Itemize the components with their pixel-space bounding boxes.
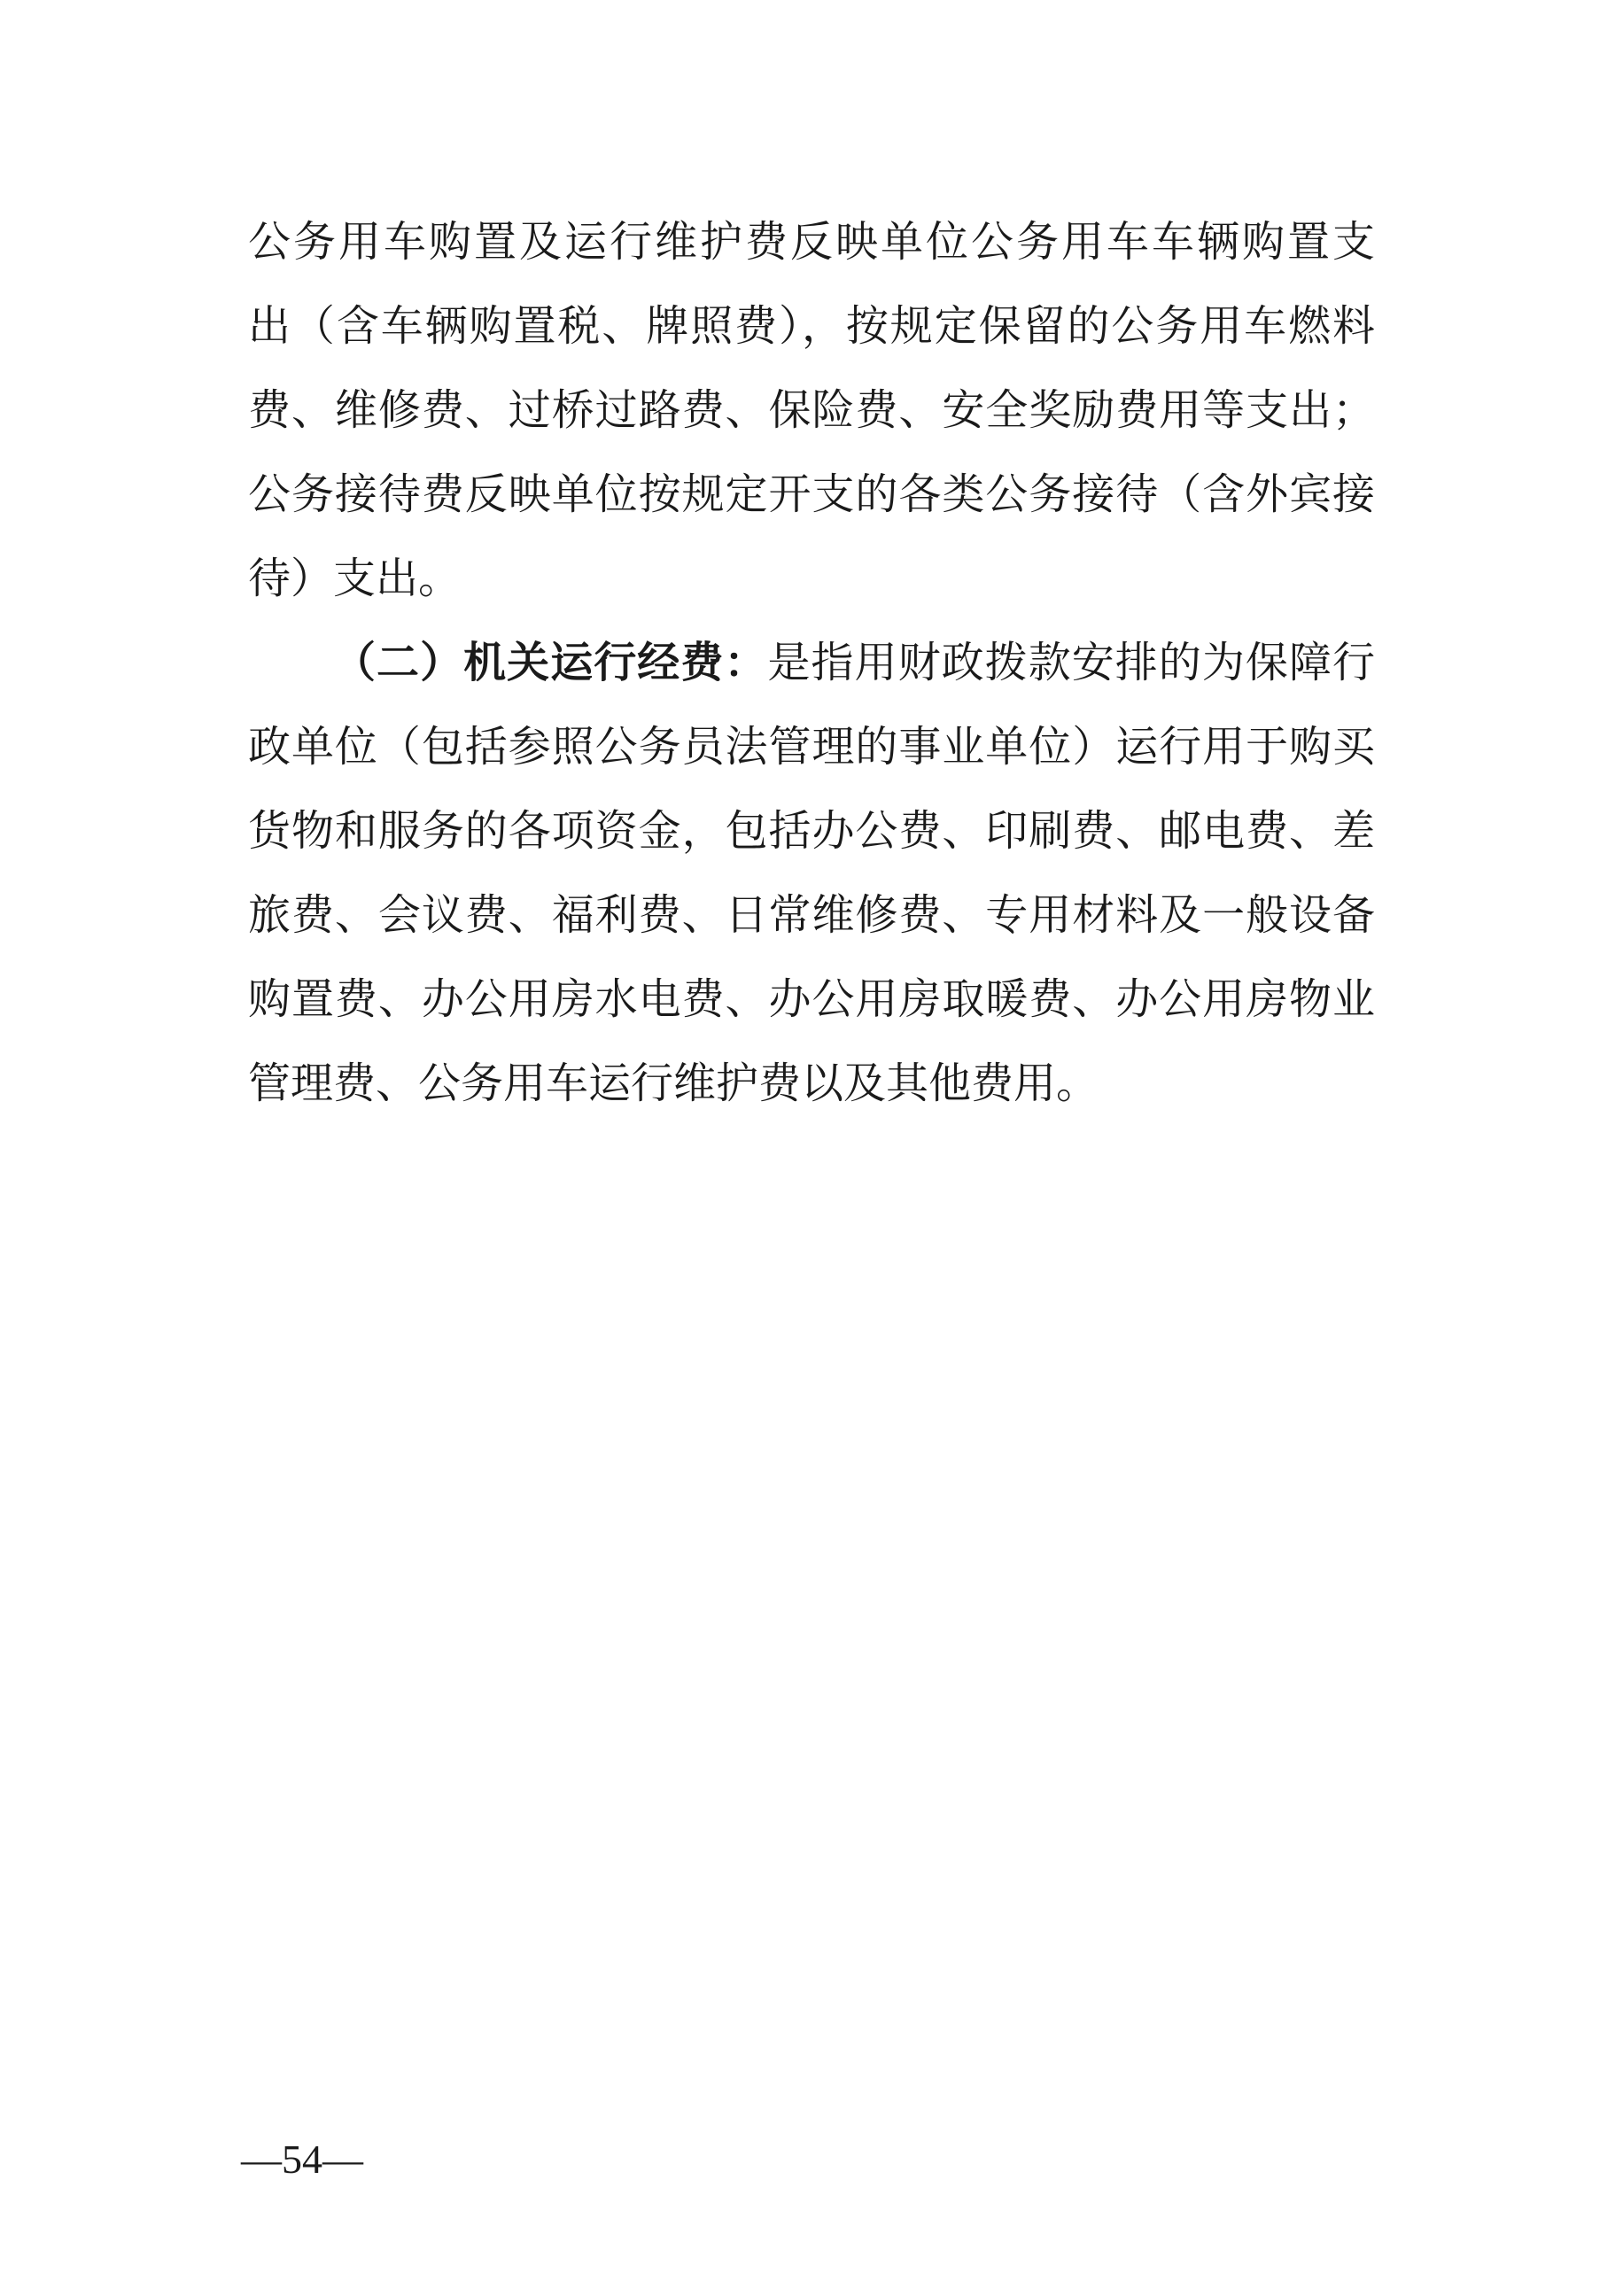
text-segment: 费、维修费、过桥过路费、保险费、安全奖励费用等支出； — [248, 387, 1375, 434]
text-line — [248, 1042, 1375, 1126]
text-line — [248, 200, 1375, 284]
document-body — [248, 200, 1375, 1126]
text-line — [248, 537, 1375, 621]
text-line — [248, 368, 1375, 453]
text-segment: 是指用财政拨款安排的为保障行 — [767, 640, 1375, 686]
text-segment: 出（含车辆购置税、牌照费），按规定保留的公务用车燃料 — [248, 303, 1375, 350]
text-line — [248, 705, 1375, 789]
text-line — [248, 873, 1375, 958]
text-line — [248, 621, 1375, 705]
text-segment-bold: （二）机关运行经费： — [333, 640, 768, 686]
text-segment: 货物和服务的各项资金，包括办公费、印刷费、邮电费、差 — [248, 808, 1375, 855]
page-number: —54— — [241, 2137, 363, 2182]
text-line — [248, 958, 1375, 1042]
text-segment: 待）支出。 — [248, 555, 462, 602]
text-segment: 旅费、会议费、福利费、日常维修费、专用材料及一般设备 — [248, 892, 1375, 939]
text-segment: 购置费、办公用房水电费、办公用房取暖费、办公用房物业 — [248, 976, 1375, 1023]
text-segment: 公务用车购置及运行维护费反映单位公务用车车辆购置支 — [248, 219, 1375, 266]
text-line — [248, 284, 1375, 368]
text-line — [248, 789, 1375, 873]
text-line — [248, 453, 1375, 537]
text-segment: 管理费、公务用车运行维护费以及其他费用。 — [248, 1060, 1099, 1107]
text-segment: 政单位（包括参照公务员法管理的事业单位）运行用于购买 — [248, 724, 1375, 771]
text-segment: 公务接待费反映单位按规定开支的各类公务接待（含外宾接 — [248, 471, 1375, 518]
